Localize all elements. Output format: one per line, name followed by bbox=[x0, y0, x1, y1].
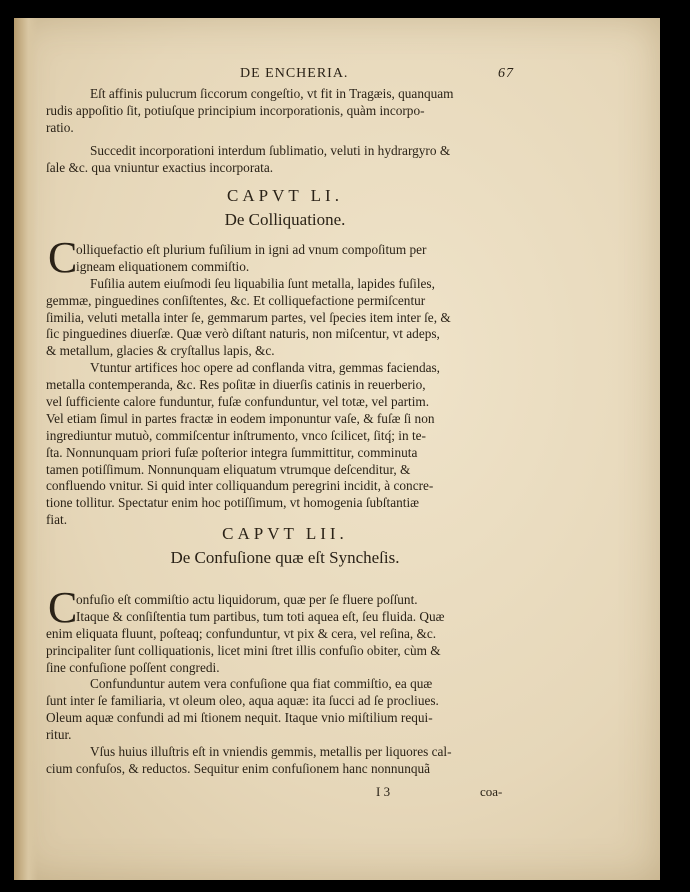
text-line: metalla contemperanda, &c. Res poſitæ in diuerſis catinis in reuerberio, bbox=[46, 377, 426, 393]
text-line: Fuſilia autem eiuſmodi ſeu liquabilia ſunt metalla, lapides fuſiles, bbox=[90, 275, 435, 291]
page-number: 67 bbox=[498, 66, 514, 81]
text-line: ritur. bbox=[46, 727, 72, 743]
running-title: DE ENCHERIA. bbox=[240, 66, 349, 81]
text-line: ſunt inter ſe familiaria, vt oleum oleo, aqua aquæ: ita ſucci ad ſe procliues. bbox=[46, 693, 439, 709]
text-line: ſta. Nonnunquam priori fuſæ poſterior integra ſummittitur, comminuta bbox=[46, 444, 418, 460]
text-line: vel ſufficiente calore funduntur, fuſæ confunduntur, vel totæ, vel partim. bbox=[46, 394, 430, 410]
catchword: coa- bbox=[480, 784, 503, 799]
text-line: cium confuſos, & reductos. Sequitur enim confuſionem hanc nonnunquã bbox=[46, 760, 431, 776]
drop-cap: C bbox=[48, 583, 78, 632]
text-line: ſine confuſione poſſent congredi. bbox=[46, 659, 220, 675]
chapter-title-52: De Confuſione quæ eſt Syncheſis. bbox=[170, 548, 400, 567]
text-line: onfuſio eſt commiſtio actu liquidorum, quæ per ſe fluere poſſunt. bbox=[76, 592, 418, 607]
text-line: ingrediuntur mutuò, commiſcentur inſtrumento, vnco ſcilicet, ſitq́; in te- bbox=[46, 427, 426, 443]
running-header bbox=[240, 66, 540, 82]
chapter-52-text bbox=[46, 592, 524, 778]
text-line: Succedit incorporationi interdum ſublimatio, veluti in hydrargyro & bbox=[90, 142, 451, 158]
text-line: Oleum aquæ confundi ad mi ſtionem nequit. Itaque vnio miſtilium requi- bbox=[46, 710, 433, 726]
text-line: & metallum, glacies & cryſtallus lapis, &c. bbox=[46, 343, 275, 359]
text-line: Confunduntur autem vera confuſione qua fiat commiſtio, ea quæ bbox=[90, 676, 433, 692]
text-line: tamen potiſſimum. Nonnunquam eliquatum vtrumque deſcenditur, & bbox=[46, 461, 411, 477]
text-line: enim eliquata fluunt, poſteaq; confunduntur, vt pix & cera, vel reſina, &c. bbox=[46, 625, 437, 641]
chapter-title-51: De Colliquatione. bbox=[224, 210, 346, 229]
text-line: Itaque & conſiſtentia tum partibus, tum toti aquea eſt, ſeu fluida. Quæ bbox=[76, 608, 445, 624]
text-line: rudis appoſitio ſit, potiuſque principium incorporationis, quàm incorpo- bbox=[46, 102, 425, 118]
text-line: Eſt affinis pulucrum ſiccorum congeſtio, vt fit in Tragæis, quanquam bbox=[90, 86, 454, 101]
text-line: gemmæ, pinguedines conſiſtentes, &c. Et colliquefactione permiſcentur bbox=[46, 292, 426, 308]
text-line: fiat. bbox=[46, 512, 68, 528]
text-line: principaliter ſunt colliquationis, licet mini ſtret illis confuſio obiter, cùm & bbox=[46, 642, 441, 658]
page-spine-shadow bbox=[14, 18, 38, 880]
text-line: olliquefactio eſt plurium fuſilium in igni ad vnum compoſitum per bbox=[76, 242, 427, 257]
chapter-51-text bbox=[46, 242, 524, 529]
chapter-heading-52: CAPVT LII. bbox=[222, 524, 348, 543]
text-line: Vel etiam ſimul in partes fractæ in eodem imponuntur vaſe, & fuſæ ſi non bbox=[46, 410, 435, 426]
text-line: ſale &c. qua vniuntur exactius incorporata. bbox=[46, 159, 274, 175]
drop-cap: C bbox=[48, 233, 78, 282]
book-page bbox=[14, 18, 660, 880]
text-line: ratio. bbox=[46, 119, 74, 135]
text-line: igneam eliquationem commiſtio. bbox=[76, 258, 250, 274]
text-line: ſimilia, veluti metalla inter ſe, gemmarum partes, vel ſpecies item inter ſe, & bbox=[46, 309, 451, 325]
chapter-heading-51: CAPVT LI. bbox=[227, 186, 343, 205]
text-line: tione tollitur. Spectatur enim hoc potiſſimum, vt homogenia ſubſtantiæ bbox=[46, 495, 420, 511]
signature-mark: I 3 bbox=[376, 784, 391, 799]
text-line: confluendo vnitur. Si quid inter colliquandum peregrini incidit, à concre- bbox=[46, 478, 434, 494]
top-text-block bbox=[46, 86, 524, 176]
text-line: Vtuntur artifices hoc opere ad conflanda vitra, gemmas faciendas, bbox=[90, 360, 441, 376]
text-line: ſic pinguedines diuerſæ. Quæ verò diſtant naturis, non miſcentur, vt adeps, bbox=[46, 326, 440, 342]
text-line: Vſus huius illuſtris eſt in vniendis gemmis, metallis per liquores cal- bbox=[90, 744, 452, 760]
